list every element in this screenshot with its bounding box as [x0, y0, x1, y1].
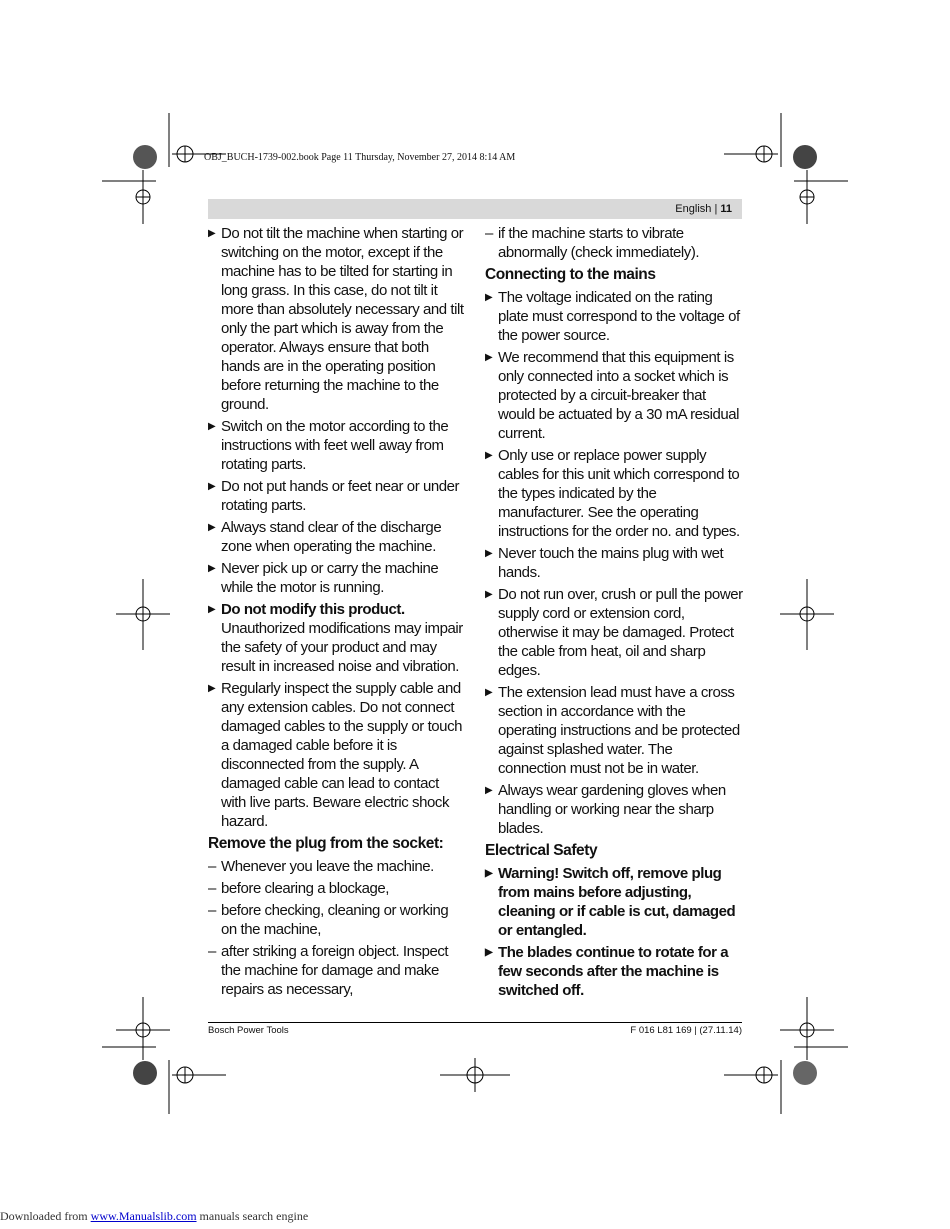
crop-mark-bottom-center	[440, 1058, 510, 1092]
download-prefix: Downloaded from	[0, 1209, 88, 1223]
list-item-text: Unauthorized modifications may impair the safety of your product and may result in increased noise and vibration.	[221, 620, 463, 675]
warning-item: ▶ Warning! Switch off, remove plug from mains before adjusting, cleaning or if cable is cut, damaged or entangled.	[485, 864, 743, 940]
list-item: ▶ Always stand clear of the discharge zone when operating the machine.	[208, 518, 466, 556]
list-item: ▶ Never touch the mains plug with wet hands.	[485, 544, 743, 582]
list-item: ▶ We recommend that this equipment is only connected into a socket which is protected by a circuit-breaker that would be actuated by a 30 mA residual current.	[485, 348, 743, 443]
crop-mark-top-right	[724, 113, 848, 224]
dash-item: – if the machine starts to vibrate abnormally (check immediately).	[485, 224, 743, 262]
list-item: ▶ Only use or replace power supply cables for this unit which correspond to the types indicated by the manufacturer. See the operating instructions for the order no. and types.	[485, 446, 743, 541]
header-language: English	[675, 203, 712, 215]
list-item: ▶ Always wear gardening gloves when handling or working near the sharp blades.	[485, 781, 743, 838]
header-text	[675, 203, 732, 215]
footer-divider	[208, 1022, 742, 1023]
page-header	[208, 199, 742, 219]
section-heading: Remove the plug from the socket:	[208, 835, 444, 852]
list-item: ▶ Never pick up or carry the machine while the motor is running.	[208, 559, 466, 597]
right-column	[485, 224, 743, 1003]
solid-target-icon	[793, 145, 817, 169]
page-number: 11	[720, 203, 732, 215]
list-item: ▶ Do not put hands or feet near or under rotating parts.	[208, 477, 466, 515]
print-info: OBJ_BUCH-1739-002.book Page 11 Thursday, November 27, 2014 8:14 AM	[204, 152, 516, 163]
footer-doc-number: F 016 L81 169 | (27.11.14)	[630, 1025, 742, 1036]
section-heading-electrical: Electrical Safety	[485, 842, 598, 859]
list-item: ▶ Do not tilt the machine when starting or switching on the motor, except if the machine has to be tilted for starting in long grass. In this case, do not tilt it more than absolutely necessary and tilt only the part which is away from the operator. Always ensure that both hands are in the operating position before returning the machine to the ground.	[208, 224, 466, 414]
warning-item: ▶ The blades continue to rotate for a few seconds after the machine is switched off.	[485, 943, 743, 1000]
dash-item: – before clearing a blockage,	[208, 879, 466, 898]
dash-item: – after striking a foreign object. Inspect the machine for damage and make repairs as necessary,	[208, 942, 466, 999]
star-target-icon	[133, 145, 157, 169]
footer-brand: Bosch Power Tools	[208, 1025, 289, 1036]
header-separator: |	[714, 203, 718, 215]
left-column	[208, 224, 466, 1002]
dash-item: – before checking, cleaning or working on the machine,	[208, 901, 466, 939]
list-item: ▶ The voltage indicated on the rating plate must correspond to the voltage of the power source.	[485, 288, 743, 345]
dash-item: – Whenever you leave the machine.	[208, 857, 466, 876]
download-note	[0, 1209, 308, 1224]
section-heading-mains: Connecting to the mains	[485, 266, 656, 283]
crop-mark-mid-right	[780, 579, 834, 650]
list-item: ▶ Regularly inspect the supply cable and any extension cables. Do not connect damaged cables to the supply or touch a damaged cable before it is disconnected from the supply. A damaged cable can lead to contact with live parts. Beware electric shock hazard.	[208, 679, 466, 831]
crop-mark-bottom-right	[724, 997, 848, 1114]
crop-mark-bottom-left	[102, 997, 226, 1114]
star-target-icon	[793, 1061, 817, 1085]
solid-target-icon	[133, 1061, 157, 1085]
crop-mark-mid-left	[116, 579, 170, 650]
manualslib-link[interactable]: www.Manualslib.com	[90, 1209, 197, 1223]
list-item	[208, 600, 466, 676]
list-item-bold: Do not modify this product.	[221, 601, 405, 618]
download-suffix: manuals search engine	[199, 1209, 309, 1223]
list-item: ▶ Do not run over, crush or pull the power supply cord or extension cord, otherwise it may be damaged. Protect the cable from heat, oil and sharp edges.	[485, 585, 743, 680]
list-item: ▶ The extension lead must have a cross section in accordance with the operating instructions and be protected against splashed water. The connection must not be in water.	[485, 683, 743, 778]
list-item: ▶ Switch on the motor according to the instructions with feet well away from rotating parts.	[208, 417, 466, 474]
